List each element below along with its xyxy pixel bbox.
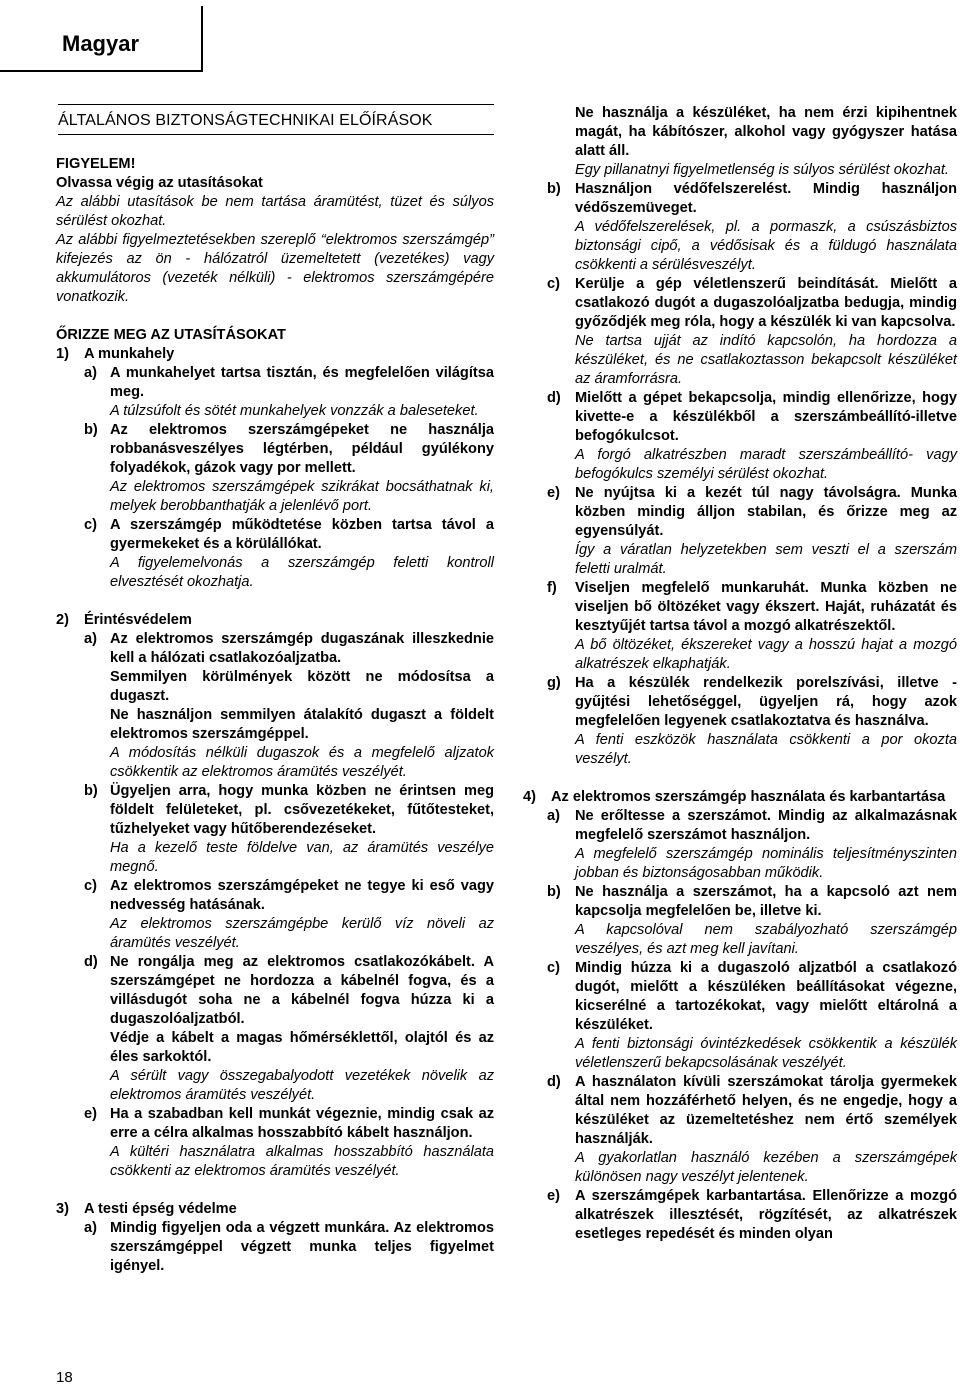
section-1-number: 1) [56,346,69,362]
section-3-number: 3) [56,1201,69,1217]
item-letter: a) [547,808,560,824]
item-bold-text: Kerülje a gép véletlenszerű beindítását. Mielőtt a csatlakozó dugót a dugaszolóaljzatba bedugja, mindig győződjék meg róla, hogy a készülék ki van kapcsolva. [575,276,957,330]
item-bold-text: Ügyeljen arra, hogy munka közben ne érintsen meg földelt felületeket, pl. csővezetékeket, fűtőtesteket, tűzhelyeket vagy hűtőberendezéseket. [110,783,494,837]
section-2-heading [56,611,494,630]
item-bold-text: Mielőtt a gépet bekapcsolja, mindig ellenőrizze, hogy kivette-e a készülékből a szerszámbeállító-illetve befogókulcsot. [575,390,957,444]
warning-label: FIGYELEM! [56,156,136,172]
item-bold-text: Ha a készülék rendelkezik porelszívási, illetve - gyűjtési lehetőséggel, ügyeljen rá, hogy azok megfelelően legyenek csatlakoztatva és használva. [575,675,957,729]
warning-term: Az alábbi figyelmeztetésekben szereplő “elektromos szerszámgép” kifejezés az ön - hálózatról üzemeltetett (vezetékes) vagy akkumulátoros (vezeték nélküli) - elektromos szerszámgépére vonatkozik. [56,232,494,305]
item-bold-text: Mindig figyeljen oda a végzett munkára. Az elektromos szerszámgéppel végzett munka teljes figyelmet igényel. [110,1220,494,1274]
title-rule-bottom [58,134,494,135]
list-item [547,807,957,883]
item-italic-text: A gyakorlatlan használó kezében a szerszámgépek különösen nagy veszélyt jelentenek. [575,1150,957,1185]
section-2-title: Érintésvédelem [84,612,192,628]
section-2-number: 2) [56,612,69,628]
item-italic-text: Az elektromos szerszámgépbe kerülő víz növeli az áramütés veszélyét. [110,916,494,951]
item-italic-text: A forgó alkatrészben maradt szerszámbeállító- vagy befogókulcs személyi sérülést okozhat. [575,447,957,482]
list-item [84,782,494,877]
item-bold-text: A szerszámgép működtetése közben tartsa távol a gyermekeket és a körülállókat. [110,517,494,552]
item-letter: d) [84,954,98,970]
section-3-title: A testi épség védelme [84,1201,237,1217]
item-italic-text: A kapcsolóval nem szabályozható szerszámgép veszélyes, és azt meg kell javítani. [575,922,957,957]
warning-block [56,155,494,307]
item-bold-text: Ne nyújtsa ki a kezét túl nagy távolságra. Munka közben mindig álljon stabilan, és őrizze meg az egyensúlyát. [575,485,957,539]
warning-subtitle: Olvassa végig az utasításokat [56,175,263,191]
item-letter: e) [84,1106,97,1122]
list-item [547,579,957,674]
item-bold-text: Ne használja a szerszámot, ha a kapcsoló azt nem kapcsolja megfelelően be, illetve ki. [575,884,957,919]
list-item [547,959,957,1073]
item-letter: c) [84,878,97,894]
item-bold-text: Ha a szabadban kell munkát végeznie, mindig csak az erre a célra alkalmas hosszabbító kábelt használjon. [110,1106,494,1141]
list-item [84,364,494,421]
item-letter: a) [84,1220,97,1236]
list-item [84,1105,494,1181]
item-letter: d) [547,1074,561,1090]
section-title: ÁLTALÁNOS BIZTONSÁGTECHNIKAI ELŐÍRÁSOK [58,112,433,129]
section-1-heading [56,345,494,364]
item-letter: e) [547,1188,560,1204]
section-3-heading [56,1200,494,1219]
page-number: 18 [56,1369,73,1386]
list-item [547,275,957,389]
list-item [84,1219,494,1276]
item-italic-text: A figyelemelvonás a szerszámgép feletti kontroll elvesztését okozhatja. [110,555,494,590]
section-4-heading [523,788,957,807]
language-label: Magyar [62,31,140,56]
right-column [523,104,957,1244]
item-letter: g) [547,675,561,691]
list-item [84,953,494,1105]
item-italic-text: A fenti eszközök használata csökkenti a por okozta veszélyt. [575,732,957,767]
item-bold-text: Használjon védőfelszerelést. Mindig használjon védőszemüveget. [575,181,957,216]
list-item [84,421,494,516]
item-bold-text: Ne erőltesse a szerszámot. Mindig az alkalmazásnak megfelelő szerszámot használjon. [575,808,957,843]
title-rule-top [58,104,494,105]
item-bold-text: Ne használja a készüléket, ha nem érzi kipihentnek magát, ha kábítószer, alkohol vagy gyógyszer hatása alatt áll. [575,105,957,159]
item-bold-text: Semmilyen körülmények között ne módosítsa a dugaszt. [110,669,494,704]
item-letter: b) [84,422,98,438]
list-item [547,674,957,769]
list-item [547,389,957,484]
section-4-number: 4) [523,789,536,805]
item-bold-text: A munkahelyet tartsa tisztán, és megfelelően világítsa meg. [110,365,494,400]
item-italic-text: Egy pillanatnyi figyelmetlenség is súlyos sérülést okozhat. [575,162,949,178]
list-item [84,630,494,782]
continued-item [575,104,957,180]
warning-text: Az alábbi utasítások be nem tartása áramütést, tüzet és súlyos sérülést okozhat. [56,194,494,229]
item-bold-text: A használaton kívüli szerszámokat tárolja gyermekek által nem hozzáférhető helyen, és ne engedje, hogy a készüléket az üzemeltetéshez nem értő személyek használják. [575,1074,957,1147]
item-letter: c) [547,276,560,292]
item-bold-text: Védje a kábelt a magas hőmérséklettől, olajtól és az éles sarkoktól. [110,1030,494,1065]
list-item [547,484,957,579]
item-bold-text: Ne használjon semmilyen átalakító dugaszt a földelt elektromos szerszámgéppel. [110,707,494,742]
list-item [547,1073,957,1187]
list-item [547,180,957,275]
language-tab [0,6,203,72]
item-italic-text: A módosítás nélküli dugaszok és a megfelelő aljzatok csökkentik az elektromos áramütés veszélyét. [110,745,494,780]
item-italic-text: A védőfelszerelések, pl. a pormaszk, a csúszásbiztos biztonsági cipő, a védősisak és a füldugó használata csökkenti a sérülésveszélyt. [575,219,957,273]
item-letter: b) [547,181,561,197]
item-italic-text: Az elektromos szerszámgépek szikrákat bocsáthatnak ki, melyek berobbanthatják a jelenlévő port. [110,479,494,514]
item-bold-text: Ne rongálja meg az elektromos csatlakozókábelt. A szerszámgépet ne hordozza a kábelnél fogva, és a villásdugót soha ne a kábelnél fogva húzza ki a dugaszolóaljzatból. [110,954,494,1027]
item-bold-text: Viseljen megfelelő munkaruhát. Munka közben ne viseljen bő öltözéket vagy ékszert. Haját, ruházatát és kesztyűjét tartsa távol a mozgó alkatrészektől. [575,580,957,634]
item-letter: c) [547,960,560,976]
section-4-title: Az elektromos szerszámgép használata és karbantartása [551,789,946,805]
item-letter: c) [84,517,97,533]
item-bold-text: A szerszámgépek karbantartása. Ellenőrizze a mozgó alkatrészek illesztését, rögzítését, az alkatrészek esetleges repedését és minden olyan [575,1188,957,1242]
item-bold-text: Az elektromos szerszámgépeket ne használja robbanásveszélyes légtérben, például gyúlékony folyadékok, gázok vagy por mellett. [110,422,494,476]
item-italic-text: A megfelelő szerszámgép nominális teljesítményszinten jobban és biztonságosabban működik. [575,846,957,881]
list-item [547,1187,957,1244]
item-bold-text: Az elektromos szerszámgép dugaszának illeszkednie kell a hálózati csatlakozóaljzatba. [110,631,494,666]
list-item [84,516,494,592]
item-italic-text: Így a váratlan helyzetekben sem veszti el a szerszám feletti uralmát. [575,542,957,577]
item-italic-text: A túlzsúfolt és sötét munkahelyek vonzzák a baleseteket. [110,403,479,419]
item-italic-text: Ha a kezelő teste földelve van, az áramütés veszélye megnő. [110,840,494,875]
save-instructions-heading: ŐRIZZE MEG AZ UTASÍTÁSOKAT [56,327,286,343]
item-italic-text: A kültéri használatra alkalmas hosszabbító használata csökkenti az elektromos áramütés veszélyét. [110,1144,494,1179]
item-letter: b) [84,783,98,799]
left-column [56,104,494,1276]
item-bold-text: Mindig húzza ki a dugaszoló aljzatból a csatlakozó dugót, mielőtt a készüléken beállításokat végezne, kicserélné a tartozékokat, vagy mielőtt eltárolná a készüléket. [575,960,957,1033]
item-letter: a) [84,365,97,381]
item-italic-text: A fenti biztonsági óvintézkedések csökkentik a készülék véletlenszerű bekapcsolásának veszélyét. [575,1036,957,1071]
item-letter: d) [547,390,561,406]
list-item [547,883,957,959]
item-italic-text: A bő öltözéket, ékszereket vagy a hosszú hajat a mozgó alkatrészek elkaphatják. [575,637,957,672]
section-1-title: A munkahely [84,346,175,362]
item-letter: a) [84,631,97,647]
item-italic-text: Ne tartsa ujját az indító kapcsolón, ha hordozza a készüléket, és ne csatlakoztasson bekapcsolt készüléket az áramforrásra. [575,333,957,387]
item-italic-text: A sérült vagy összegabalyodott vezetékek növelik az elektromos áramütés veszélyét. [110,1068,494,1103]
item-letter: b) [547,884,561,900]
item-letter: e) [547,485,560,501]
list-item [84,877,494,953]
item-bold-text: Az elektromos szerszámgépeket ne tegye ki eső vagy nedvesség hatásának. [110,878,494,913]
item-letter: f) [547,580,557,596]
